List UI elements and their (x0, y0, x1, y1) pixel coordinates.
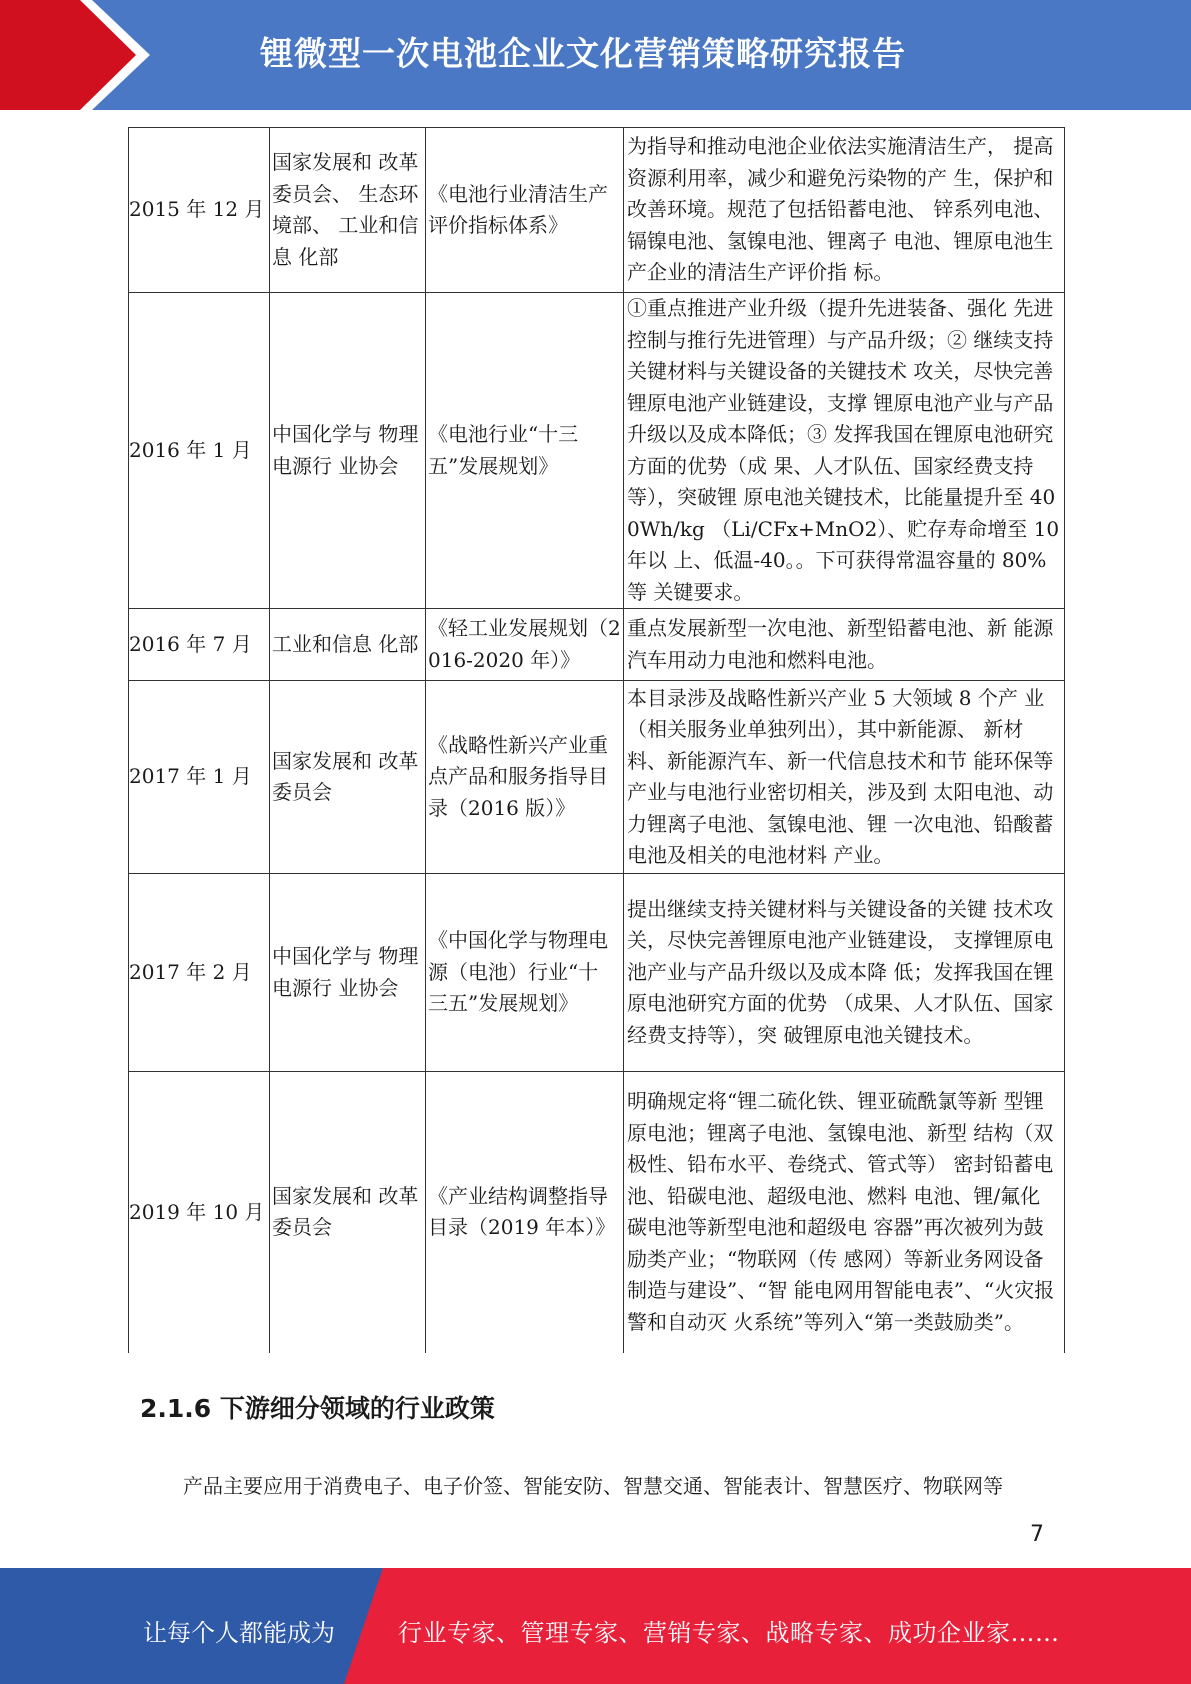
body-paragraph: 产品主要应用于消费电子、电子价签、智能安防、智慧交通、智能表计、智慧医疗、物联网等 (183, 1474, 1003, 1498)
row-issuer: 国家发展和 改革委员会 (270, 681, 426, 874)
row-document: 《轻工业发展规划（2016-2020 年）》 (426, 609, 624, 681)
row-document: 《中国化学与物理电源（电池）行业“十 三五”发展规划》 (426, 874, 624, 1072)
section-heading: 2.1.6 下游细分领域的行业政策 (140, 1394, 495, 1423)
row-date: 2017 年 1 月 (129, 681, 270, 874)
footer-slogan-left: 让每个人都能成为 (143, 1619, 335, 1647)
report-title: 锂微型一次电池企业文化营销策略研究报告 (260, 34, 906, 73)
header-red-chevron (0, 0, 150, 110)
table-row (129, 293, 1065, 609)
row-issuer: 工业和信息 化部 (270, 609, 426, 681)
row-date: 2016 年 7 月 (129, 609, 270, 681)
page-number: 7 (1030, 1522, 1044, 1547)
row-description: 重点发展新型一次电池、新型铅蓄电池、新 能源汽车用动力电池和燃料电池。 (624, 609, 1065, 681)
page-header (0, 0, 1191, 110)
row-description: 提出继续支持关键材料与关键设备的关键 技术攻关，尽快完善锂原电池产业链建设， 支撑锂原电池产业与产品升级以及成本降 低；发挥我国在锂原电池研究方面的优势 （成果、人才队伍、国家经费支持等），突 破锂原电池关键技术。 (624, 874, 1065, 1072)
row-issuer: 中国化学与 物理电源行 业协会 (270, 293, 426, 609)
row-date: 2016 年 1 月 (129, 293, 270, 609)
row-issuer: 国家发展和 改革委员会、 生态环境部、 工业和信息 化部 (270, 128, 426, 293)
row-document: 《电池行业“十三五”发展规划》 (426, 293, 624, 609)
row-document: 《产业结构调整指导目录（2019 年本）》 (426, 1072, 624, 1353)
row-description: 为指导和推动电池企业依法实施清洁生产， 提高资源利用率，减少和避免污染物的产 生，保护和改善环境。规范了包括铅蓄电池、 锌系列电池、镉镍电池、氢镍电池、锂离子 电池、锂原电池生产企业的清洁生产评价指 标。 (624, 128, 1065, 293)
page-footer (0, 1568, 1191, 1684)
row-description: ①重点推进产业升级（提升先进装备、强化 先进控制与推行先进管理）与产品升级；② 继续支持关键材料与关键设备的关键技术 攻关，尽快完善锂原电池产业链建设，支撑 锂原电池产业与产品升级以及成本降低；③ 发挥我国在锂原电池研究方面的优势（成 果、人才队伍、国家经费支持等），突破锂 原电池关键技术，比能量提升至 400Wh/kg （Li/CFx+MnO2）、贮存寿命增至 10 年以 上、低温-40。。下可获得常温容量的 80%等 关键要求。 (624, 293, 1065, 609)
row-date: 2017 年 2 月 (129, 874, 270, 1072)
row-document: 《电池行业清洁生产评价指标体系》 (426, 128, 624, 293)
footer-slogan-right: 行业专家、管理专家、营销专家、战略专家、成功企业家…… (398, 1619, 1060, 1647)
row-issuer: 国家发展和 改革委员会 (270, 1072, 426, 1353)
table-row (129, 874, 1065, 1072)
policy-table (128, 127, 1065, 1353)
row-description: 本目录涉及战略性新兴产业 5 大领域 8 个产 业（相关服务业单独列出），其中新能源、 新材料、新能源汽车、新一代信息技术和节 能环保等产业与电池行业密切相关，涉及到 太阳电池、动力锂离子电池、氢镍电池、锂 一次电池、铅酸蓄电池及相关的电池材料 产业。 (624, 681, 1065, 874)
table-row (129, 609, 1065, 681)
table-row (129, 681, 1065, 874)
table-row (129, 128, 1065, 293)
row-document: 《战略性新兴产业重点产品和服务指导目录（2016 版）》 (426, 681, 624, 874)
row-date: 2019 年 10 月 (129, 1072, 270, 1353)
row-date: 2015 年 12 月 (129, 128, 270, 293)
row-issuer: 中国化学与 物理电源行 业协会 (270, 874, 426, 1072)
row-description: 明确规定将“锂二硫化铁、锂亚硫酰氯等新 型锂原电池；锂离子电池、氢镍电池、新型 结构（双极性、铅布水平、卷绕式、管式等） 密封铅蓄电池、铅碳电池、超级电池、燃料 电池、锂/氟化碳电池等新型电池和超级电 容器”再次被列为鼓励类产业；“物联网（传 感网）等新业务网设备制造与建设”、“智 能电网用智能电表”、“火灾报警和自动灭 火系统”等列入“第一类鼓励类”。 (624, 1072, 1065, 1353)
table-row (129, 1072, 1065, 1353)
